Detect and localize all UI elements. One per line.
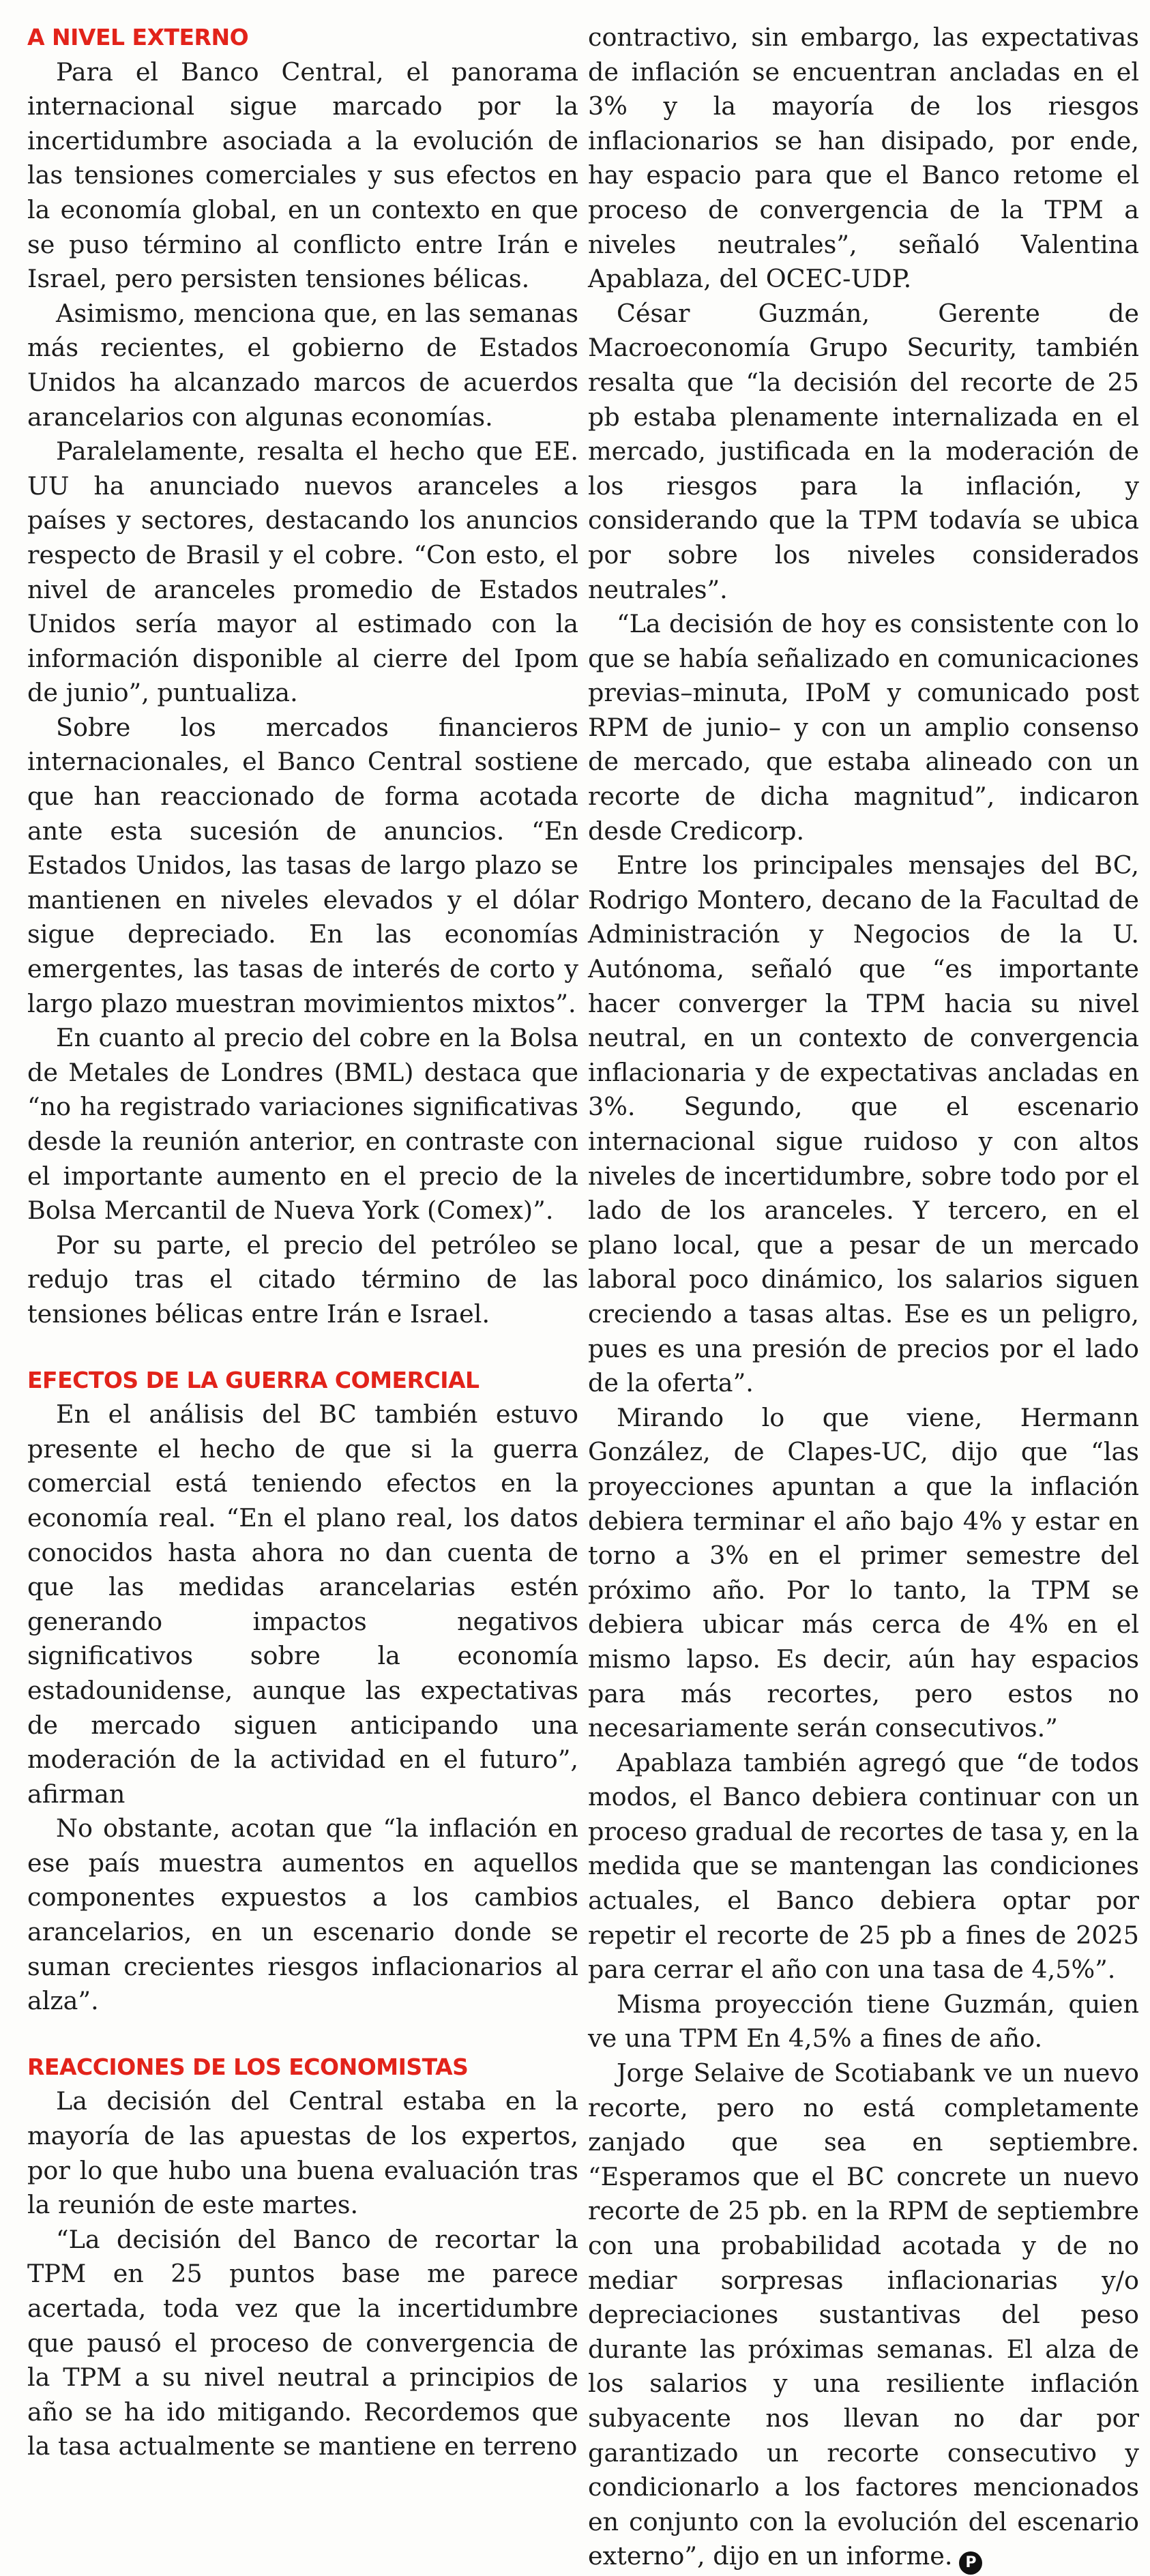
paragraph-last-text: Jorge Selaive de Scotiabank ve un nuevo recorte, pero no está completamente zanjado que sea en septiembre. “Esperamos que el BC concrete un nuevo recorte de 25 pb. en la RPM de septiembre con una probabilidad acotada y de no mediar sorpresas inflacionarias y/o depreciaciones sustantivas del peso durante las próximas semanas. El alza de los salarios y una resiliente inflación subyacente nos llevan no dar por garantizado un recorte consecutivo y condicionarlo a los factores mencionados en conjunto con la evolución del escenario externo”, dijo en un informe. — [588, 2058, 1139, 2571]
paragraph: En cuanto al precio del cobre en la Bolsa de Metales de Londres (BML) destaca que “no ha registrado variaciones significativas desde la reunión anterior, en contraste con el importante aumento en el precio de la Bolsa Mercantil de Nueva York (Comex)”. — [27, 1023, 578, 1226]
paragraph: No obstante, acotan que “la inflación en ese país muestra aumentos en aquellos componentes expuestos a los cambios arancelarios, en un escenario donde se suman crecientes riesgos inflacionarios al alza”. — [27, 1813, 578, 2016]
paragraph: En el análisis del BC también estuvo presente el hecho de que si la guerra comercial está teniendo efectos en la economía real. “En el plano real, los datos conocidos hasta ahora no dan cuenta de que las medidas arancelarias estén generando impactos negativos significativos sobre la economía estadounidense, aunque las expectativas de mercado siguen anticipando una moderación de la actividad en el futuro”, afirman — [27, 1400, 578, 1809]
paragraph-last — [588, 2056, 1139, 2575]
paragraph: Entre los principales mensajes del BC, Rodrigo Montero, decano de la Facultad de Administración y Negocios de la U. Autónoma, señaló que “es importante hacer converger la TPM hacia su nivel neutral, en un contexto de convergencia inflacionaria y de expectativas ancladas en 3%. Segundo, que el escenario internacional sigue ruidoso y con altos niveles de incertidumbre, sobre todo por el lado de los aranceles. Y tercero, en el plano local, que a pesar de un mercado laboral poco dinámico, los salarios siguen creciendo a tasas altas. Ese es un peligro, pues es una presión de precios por el lado de la oferta”. — [588, 850, 1139, 1398]
paragraph: Sobre los mercados financieros internacionales, el Banco Central sostiene que han reaccionado de forma acotada ante esta sucesión de anuncios. “En Estados Unidos, las tasas de largo plazo se mantienen en niveles elevados y el dólar sigue depreciado. En las economías emergentes, las tasas de interés de corto y largo plazo muestran movimientos mixtos”. — [27, 712, 578, 1018]
paragraph: Asimismo, menciona que, en las semanas más recientes, el gobierno de Estados Unidos ha alcanzado marcos de acuerdos arancelarios con algunas economías. — [27, 298, 578, 432]
section-heading-efectos-guerra-comercial: EFECTOS DE LA GUERRA COMERCIAL — [27, 1366, 480, 1393]
section-heading-a-nivel-externo: A NIVEL EXTERNO — [27, 24, 249, 50]
paragraph: Apablaza también agregó que “de todos modos, el Banco debiera continuar con un proceso gradual de recortes de tasa y, en la medida que se mantengan las condiciones actuales, el Banco debiera optar por repetir el recorte de 25 pb a fines de 2025 para cerrar el año con una tasa de 4,5%”. — [588, 1747, 1139, 1985]
paragraph: “La decisión de hoy es consistente con lo que se había señalizado en comunicaciones previas–minuta, IPoM y comunicado post RPM de junio– y con un amplio consenso de mercado, que estaba alineado con un recorte de dicha magnitud”, indicaron desde Credicorp. — [588, 609, 1139, 846]
paragraph: César Guzmán, Gerente de Macroeconomía Grupo Security, también resalta que “la decisión del recorte de 25 pb estaba plenamente internalizada en el mercado, justificada en la moderación de los riesgos para la inflación, y considerando que la TPM todavía se ubica por sobre los niveles considerados neutrales”. — [588, 298, 1139, 604]
section-heading-reacciones-economistas: REACCIONES DE LOS ECONOMISTAS — [27, 2053, 469, 2080]
paragraph: Por su parte, el precio del petróleo se redujo tras el citado término de las tensiones bélicas entre Irán e Israel. — [27, 1230, 578, 1329]
paragraph: “La decisión del Banco de recortar la TPM en 25 puntos base me parece acertada, toda vez que la incertidumbre que pausó el proceso de convergencia de la TPM a su nivel neutral a principios de año se ha ido mitigando. Recordemos que la tasa actualmente se mantiene en terreno — [27, 2224, 578, 2461]
paragraph: La decisión del Central estaba en la mayoría de las apuestas de los expertos, por lo que hubo una buena evaluación tras la reunión de este martes. — [27, 2086, 578, 2220]
paragraph-continuation: contractivo, sin embargo, las expectativas de inflación se encuentran ancladas en el 3% y la mayoría de los riesgos inflacionarios se han disipado, por ende, hay espacio para que el Banco retome el proceso de convergencia de la TPM a niveles neutrales”, señaló Valentina Apablaza, del OCEC-UDP. — [588, 23, 1139, 294]
paragraph: Para el Banco Central, el panorama internacional sigue marcado por la incertidumbre asociada a la evolución de las tensiones comerciales y sus efectos en la economía global, en un contexto en que se puso término al conflicto entre Irán e Israel, pero persisten tensiones bélicas. — [27, 57, 578, 294]
paragraph: Paralelamente, resalta el hecho que EE. UU ha anunciado nuevos aranceles a países y sectores, destacando los anuncios respecto de Brasil y el cobre. “Con esto, el nivel de aranceles promedio de Estados Unidos sería mayor al estimado con la información disponible al cierre del Ipom de junio”, puntualiza. — [27, 436, 578, 708]
article-column-left — [27, 20, 578, 2464]
article-column-right — [588, 20, 1139, 2575]
paragraph: Misma proyección tiene Guzmán, quien ve una TPM En 4,5% a fines de año. — [588, 1989, 1139, 2054]
end-of-article-icon: P — [959, 2551, 982, 2575]
paragraph: Mirando lo que viene, Hermann González, de Clapes-UC, dijo que “las proyecciones apuntan a que la inflación debiera terminar el año bajo 4% y estar en torno a 3% en el primer semestre del próximo año. Por lo tanto, la TPM se debiera ubicar más cerca de 4% en el mismo lapso. Es decir, aún hay espacios para más recortes, pero estos no necesariamente serán consecutivos.” — [588, 1402, 1139, 1743]
